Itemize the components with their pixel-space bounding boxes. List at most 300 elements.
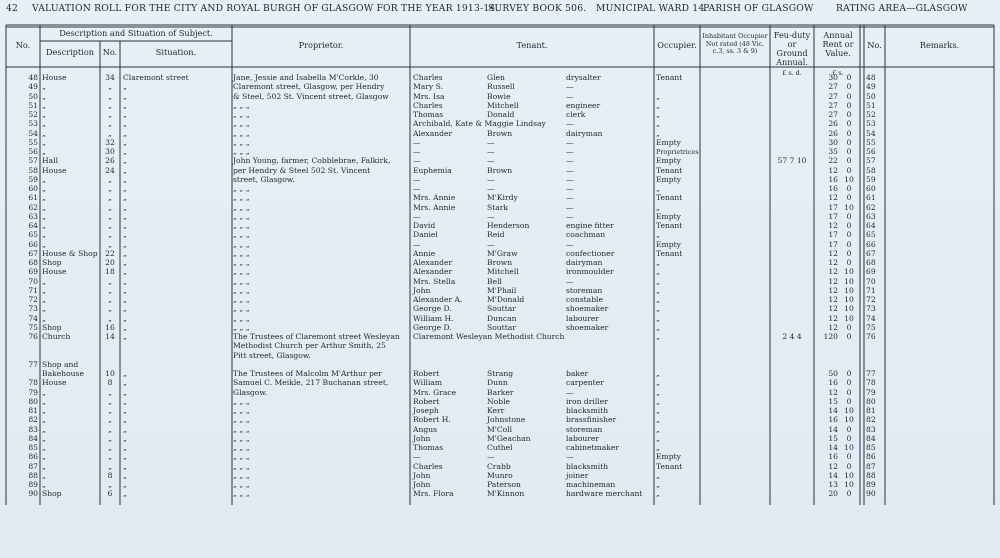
entry-rent-pounds: 27	[828, 82, 838, 92]
entry-rent-shillings: 10	[844, 415, 854, 425]
entry-tenant-occupation: —	[566, 119, 574, 129]
entry-tenant-occupation: —	[566, 193, 574, 203]
entry-tenant-forename: John	[413, 285, 431, 295]
entry-description: „	[42, 239, 46, 249]
entry-street-number: „	[108, 295, 112, 304]
entry-number: 88	[28, 470, 38, 480]
entry-tenant-surname: M'Kirdy	[487, 193, 518, 203]
entry-number: 69	[28, 267, 38, 277]
entry-occupier: Tenant	[656, 461, 683, 471]
entry-rent-shillings: 0	[846, 239, 852, 249]
entry-tenant-surname: —	[487, 452, 495, 462]
entry-situation: „	[123, 221, 127, 230]
entry-rent-shillings: 10	[844, 174, 854, 184]
entry-occupier: „	[656, 110, 660, 119]
entry-tenant-surname: Russell	[487, 82, 515, 92]
entry-situation: „	[123, 489, 127, 499]
entry-rent-shillings: 0	[846, 424, 852, 434]
entry-number-right: 58	[866, 165, 876, 175]
entry-number: 55	[28, 137, 38, 147]
entry-rent-shillings: 10	[844, 295, 854, 304]
entry-rent-shillings: 10	[844, 285, 854, 295]
entry-rent-pounds: 15	[828, 396, 838, 406]
entry-occupier: „	[656, 378, 660, 388]
entry-situation: „	[123, 387, 127, 397]
entry-description: „	[42, 452, 46, 462]
entry-proprietor: „ „ „	[233, 110, 250, 119]
entry-rent-shillings: 0	[846, 387, 852, 397]
entry-rent-pounds: 17	[828, 202, 838, 212]
entry-rent-shillings: 0	[846, 433, 852, 443]
entry-description: „	[42, 313, 46, 323]
entry-occupier: Tenant	[656, 165, 683, 175]
entry-number-right: 71	[866, 285, 876, 295]
entry-proprietor: „ „ „	[233, 211, 250, 221]
entry-street-number: „	[108, 285, 112, 295]
entry-rent-shillings: 0	[846, 230, 852, 240]
entry-number-right: 83	[866, 424, 876, 434]
entry-description: „	[42, 285, 46, 295]
entry-rent-shillings: 10	[844, 267, 854, 277]
entry-number: 82	[28, 415, 38, 425]
entry-proprietor: „ „ „	[233, 489, 250, 499]
entry-number-right: 88	[866, 470, 876, 480]
entry-occupier: „	[656, 304, 660, 314]
entry-rent-shillings: 0	[846, 165, 852, 175]
entry-situation: „	[123, 100, 127, 110]
entry-description: „	[42, 295, 46, 304]
entry-situation: „	[123, 147, 127, 156]
entry-number-right: 48	[866, 73, 876, 82]
entry-number: 60	[28, 184, 38, 193]
entry-occupier: „	[656, 480, 660, 489]
entry-occupier: „	[656, 489, 660, 499]
survey-book: SURVEY BOOK 506.	[488, 3, 587, 14]
entry-occupier: „	[656, 443, 660, 452]
entry-occupier: „	[656, 433, 660, 443]
entry-tenant-surname: Duncan	[487, 313, 517, 323]
entry-feu-duty: 2 4 4	[782, 332, 802, 341]
entry-tenant-occupation: —	[566, 239, 574, 249]
entry-rent-pounds: 27	[828, 110, 838, 119]
entry-occupier: „	[656, 396, 660, 406]
entry-description: Bakehouse	[42, 369, 84, 378]
entry-rent-shillings: 0	[846, 258, 852, 267]
entry-tenant-occupation: machineman	[566, 480, 616, 489]
entry-proprietor: „ „ „	[233, 276, 250, 286]
entry-rent-shillings: 0	[846, 461, 852, 471]
entry-tenant-forename: Robert	[413, 369, 440, 378]
entry-tenant-surname: Bowie	[487, 91, 511, 101]
entry-rent-pounds: 14	[828, 406, 838, 415]
entry-tenant-occupation: labourer	[566, 433, 600, 443]
entry-number-right: 61	[866, 193, 876, 203]
entry-number-right: 50	[866, 91, 876, 101]
entry-occupier: „	[656, 258, 660, 267]
entry-tenant-forename: —	[413, 184, 421, 193]
entry-number-right: 65	[866, 230, 876, 240]
entry-description: „	[42, 100, 46, 110]
entry-tenant-occupation: joiner	[566, 470, 589, 480]
entry-proprietor: per Hendry & Steel 502 St. Vincent	[233, 165, 371, 175]
entry-situation: „	[123, 165, 127, 175]
entry-rent-shillings: 0	[846, 110, 852, 119]
entry-situation: „	[123, 332, 127, 341]
entry-situation: „	[123, 174, 127, 184]
entry-tenant-surname: Johnstone	[487, 415, 526, 425]
entry-situation: „	[123, 285, 127, 295]
entry-tenant-surname: Mitchell	[487, 100, 519, 110]
entry-description: „	[42, 110, 46, 119]
entry-number-right: 49	[866, 82, 876, 92]
entry-street-number: „	[108, 82, 112, 92]
entry-rent-pounds: 12	[828, 285, 838, 295]
entry-tenant-forename: Claremont Wesleyan Methodist Church	[413, 332, 565, 341]
entry-rent-shillings: 10	[844, 313, 854, 323]
entry-street-number: 6	[107, 489, 113, 499]
entry-rent-pounds: 12	[828, 461, 838, 471]
entry-number-right: 85	[866, 443, 876, 452]
header-no-right: No.	[867, 40, 882, 50]
header-description: Description	[45, 47, 95, 57]
entry-number-right: 78	[866, 378, 876, 388]
entry-tenant-occupation: shoemaker	[566, 304, 609, 314]
entry-tenant-forename: Mrs. Isa	[413, 91, 445, 101]
entry-occupier: „	[656, 295, 660, 304]
entry-description: „	[42, 461, 46, 471]
entry-situation: „	[123, 369, 127, 378]
entry-situation: „	[123, 396, 127, 406]
entry-tenant-occupation: —	[566, 137, 574, 147]
entry-rent-pounds: 12	[828, 258, 838, 267]
header-number: No.	[102, 47, 118, 57]
entry-tenant-forename: Mrs. Stella	[413, 276, 456, 286]
entry-occupier: „	[656, 332, 660, 341]
entry-tenant-surname: —	[487, 156, 495, 166]
entry-tenant-forename: Robert	[413, 396, 440, 406]
entry-number: 68	[28, 258, 38, 267]
entry-street-number: „	[108, 202, 112, 212]
entry-situation: Claremont street	[123, 73, 189, 82]
entry-occupier: Tenant	[656, 248, 683, 258]
entry-number: 48	[28, 73, 38, 82]
entry-situation: „	[123, 295, 127, 304]
entry-tenant-occupation: storeman	[566, 424, 603, 434]
entry-situation: „	[123, 202, 127, 212]
entry-number-right: 55	[866, 137, 876, 147]
entry-rent-shillings: 0	[846, 221, 852, 230]
entry-situation: „	[123, 184, 127, 193]
entry-tenant-forename: Archibald, Kate & Maggie Lindsay	[413, 119, 546, 129]
rent-units: £ s.	[832, 69, 844, 77]
header-occupier: Occupier.	[657, 40, 697, 50]
entry-street-number: „	[108, 452, 112, 462]
entry-occupier: Empty	[656, 137, 681, 147]
entry-rent-shillings: 0	[846, 137, 852, 147]
entry-rent-pounds: 14	[828, 424, 838, 434]
entry-number: 87	[28, 461, 38, 471]
entry-proprietor: „ „ „	[233, 424, 250, 434]
entry-situation: „	[123, 248, 127, 258]
header-inhabitant: Inhabitant Occupier Not rated (48 Vic. c.3, ss. 3 & 9)	[702, 32, 768, 56]
entry-street-number: „	[108, 276, 112, 286]
entry-tenant-surname: Crabb	[487, 461, 511, 471]
entry-tenant-forename: Daniel	[413, 230, 438, 240]
entry-proprietor: Jane, Jessie and Isabella M'Corkle, 30	[233, 73, 379, 82]
entry-street-number: „	[108, 396, 112, 406]
entry-description: „	[42, 424, 46, 434]
entry-number-right: 89	[866, 480, 876, 489]
entry-tenant-forename: Joseph	[413, 406, 439, 415]
entry-tenant-surname: M'Phail	[487, 285, 517, 295]
entry-number: 65	[28, 230, 38, 240]
entry-tenant-occupation: constable	[566, 295, 603, 304]
entry-proprietor: Glasgow.	[233, 387, 268, 397]
entry-occupier: Empty	[656, 452, 681, 462]
entry-tenant-occupation: —	[566, 452, 574, 462]
entry-occupier: „	[656, 230, 660, 240]
entry-proprietor: „ „ „	[233, 461, 250, 471]
entry-proprietor: „ „ „	[233, 443, 250, 452]
entry-tenant-forename: Mrs. Flora	[413, 489, 454, 499]
entry-rent-shillings: 0	[846, 211, 852, 221]
entry-number: 73	[28, 304, 38, 314]
entry-rent-pounds: 26	[828, 119, 838, 129]
entry-occupier: „	[656, 128, 660, 138]
entry-tenant-occupation: storeman	[566, 285, 603, 295]
entry-proprietor: „ „ „	[233, 452, 250, 462]
entry-rent-shillings: 10	[844, 202, 854, 212]
entry-description: „	[42, 193, 46, 203]
header-annual-rent: Annual Rent or Value.	[822, 30, 854, 58]
entry-tenant-occupation: cabinetmaker	[566, 443, 619, 452]
entry-rent-shillings: 0	[846, 100, 852, 110]
entry-number: 76	[28, 332, 38, 341]
entry-description: „	[42, 147, 46, 156]
entry-tenant-forename: Annie	[413, 248, 436, 258]
entry-proprietor: „ „ „	[233, 100, 250, 110]
entry-occupier: „	[656, 91, 660, 101]
entry-rent-shillings: 0	[846, 91, 852, 101]
entry-number-right: 77	[866, 369, 876, 378]
entry-proprietor: „ „ „	[233, 295, 250, 304]
entry-tenant-forename: Charles	[413, 461, 443, 471]
entry-rent-pounds: 17	[828, 239, 838, 249]
entry-tenant-surname: M'Coll	[487, 424, 513, 434]
entry-number: 79	[28, 387, 38, 397]
entry-number: 49	[28, 82, 38, 92]
entry-tenant-occupation: shoemaker	[566, 322, 609, 332]
entry-rent-pounds: 50	[828, 369, 838, 378]
entry-street-number: „	[108, 193, 112, 203]
entry-tenant-forename: John	[413, 480, 431, 489]
entry-rent-shillings: 10	[844, 480, 854, 489]
entry-rent-shillings: 0	[846, 489, 852, 499]
entry-tenant-forename: —	[413, 452, 421, 462]
entry-rent-shillings: 0	[846, 332, 852, 341]
entry-situation: „	[123, 128, 127, 138]
entry-tenant-occupation: —	[566, 82, 574, 92]
entry-tenant-surname: Barker	[487, 387, 514, 397]
entry-tenant-occupation: ironmoulder	[566, 267, 614, 277]
entry-tenant-forename: Mrs. Annie	[413, 193, 456, 203]
entry-rent-pounds: 12	[828, 267, 838, 277]
entry-tenant-occupation: engineer	[566, 100, 601, 110]
entry-situation: „	[123, 193, 127, 203]
entry-tenant-surname: Brown	[487, 128, 513, 138]
entry-rent-pounds: 12	[828, 276, 838, 286]
entry-rent-pounds: 27	[828, 100, 838, 110]
entry-rent-pounds: 16	[828, 415, 838, 425]
header-feu-duty: Feu-duty or Ground Annual.	[773, 30, 811, 67]
entry-proprietor: The Trustees of Claremont street Wesleyan	[233, 332, 400, 341]
header-tenant: Tenant.	[516, 40, 548, 50]
entry-number-right: 80	[866, 396, 876, 406]
entry-number-right: 86	[866, 452, 876, 462]
entry-tenant-surname: Dunn	[487, 378, 508, 388]
entry-situation: „	[123, 82, 127, 92]
entry-tenant-occupation: —	[566, 211, 574, 221]
entry-proprietor: Samuel C. Meikle, 217 Buchanan street,	[233, 378, 389, 388]
entry-rent-pounds: 16	[828, 452, 838, 462]
entry-rent-shillings: 0	[846, 396, 852, 406]
entry-street-number: „	[108, 119, 112, 129]
entry-tenant-forename: —	[413, 239, 421, 249]
entry-description: „	[42, 184, 46, 193]
entry-situation: „	[123, 461, 127, 471]
entry-description: „	[42, 128, 46, 138]
entry-occupier: „	[656, 369, 660, 378]
entry-tenant-forename: —	[413, 211, 421, 221]
entry-tenant-occupation: coachman	[566, 230, 606, 240]
entry-tenant-surname: Paterson	[487, 480, 521, 489]
entry-number-right: 75	[866, 322, 876, 332]
entry-situation: „	[123, 267, 127, 277]
entry-occupier: „	[656, 276, 660, 286]
entry-proprietor: „ „ „	[233, 415, 250, 425]
entry-tenant-surname: —	[487, 137, 495, 147]
entry-proprietor: „ „ „	[233, 184, 250, 193]
entry-street-number: „	[108, 221, 112, 230]
entry-proprietor: & Steel, 502 St. Vincent street, Glasgow	[233, 91, 389, 101]
entry-tenant-surname: —	[487, 184, 495, 193]
entry-rent-pounds: 13	[828, 480, 838, 489]
entry-number: 85	[28, 443, 38, 452]
entry-situation: „	[123, 313, 127, 323]
entry-number-right: 64	[866, 221, 876, 230]
entry-tenant-forename: John	[413, 470, 431, 480]
entry-description: „	[42, 91, 46, 101]
entry-occupier: „	[656, 415, 660, 425]
entry-rent-shillings: 10	[844, 406, 854, 415]
entry-proprietor: „ „ „	[233, 406, 250, 415]
entry-description: „	[42, 137, 46, 147]
entry-tenant-occupation: baker	[566, 369, 589, 378]
entry-tenant-forename: —	[413, 137, 421, 147]
entry-number-right: 69	[866, 267, 876, 277]
entry-tenant-surname: Glen	[487, 73, 505, 82]
entry-tenant-surname: Donald	[487, 110, 515, 119]
entry-description: Shop	[42, 489, 62, 499]
entry-occupier: „	[656, 322, 660, 332]
entry-tenant-surname: Strang	[487, 369, 514, 378]
entry-number: 84	[28, 433, 38, 443]
entry-description: „	[42, 211, 46, 221]
entry-description: House	[42, 378, 67, 388]
entry-number: 61	[28, 193, 38, 203]
entry-description: „	[42, 396, 46, 406]
entry-rent-shillings: 0	[846, 322, 852, 332]
entry-situation: „	[123, 304, 127, 314]
entry-rent-pounds: 20	[828, 489, 838, 499]
entry-number: 63	[28, 211, 38, 221]
entry-tenant-surname: M'Geachan	[487, 433, 531, 443]
entry-tenant-forename: —	[413, 174, 421, 184]
entry-description: House & Shop	[42, 248, 98, 258]
entry-description: Hall	[42, 156, 59, 166]
entry-number-right: 76	[866, 332, 876, 341]
entry-situation: „	[123, 433, 127, 443]
entry-number-right: 68	[866, 258, 876, 267]
entry-tenant-forename: Thomas	[413, 443, 444, 452]
entry-rent-pounds: 120	[823, 332, 838, 341]
entry-proprietor: „ „ „	[233, 433, 250, 443]
entry-proprietor: „ „ „	[233, 322, 250, 332]
entry-tenant-occupation: engine fitter	[566, 221, 614, 230]
entry-description: House	[42, 267, 67, 277]
entry-tenant-forename: Mrs. Grace	[413, 387, 457, 397]
entry-number-right: 90	[866, 489, 876, 499]
entry-description: House	[42, 165, 67, 175]
entry-street-number: 24	[105, 165, 115, 175]
entry-description: „	[42, 119, 46, 129]
entry-number: 66	[28, 239, 38, 249]
entry-number: 83	[28, 424, 38, 434]
entry-street-number: „	[108, 110, 112, 119]
entry-rent-pounds: 12	[828, 221, 838, 230]
entry-tenant-forename: Charles	[413, 100, 443, 110]
entry-rent-pounds: 27	[828, 91, 838, 101]
entry-street-number: „	[108, 424, 112, 434]
entry-number-right: 59	[866, 174, 876, 184]
entry-street-number: 32	[105, 137, 115, 147]
entry-tenant-surname: Mitchell	[487, 267, 519, 277]
entry-situation: „	[123, 415, 127, 425]
entry-number: 78	[28, 378, 38, 388]
entry-rent-pounds: 22	[828, 156, 838, 166]
entry-tenant-forename: Mary S.	[413, 82, 443, 92]
entry-proprietor: „ „ „	[233, 119, 250, 129]
entry-tenant-occupation: confectioner	[566, 248, 615, 258]
header-proprietor: Proprietor.	[298, 40, 344, 50]
entry-rent-pounds: 17	[828, 211, 838, 221]
entry-rent-shillings: 0	[846, 82, 852, 92]
entry-occupier: „	[656, 313, 660, 323]
page-number: 42	[6, 3, 19, 14]
entry-rent-pounds: 14	[828, 443, 838, 452]
entry-description: „	[42, 443, 46, 452]
entry-number: 56	[28, 147, 38, 156]
municipal-ward: MUNICIPAL WARD 14.	[596, 3, 708, 14]
entry-rent-pounds: 30	[828, 73, 838, 82]
entry-occupier: Empty	[656, 174, 681, 184]
entry-rent-shillings: 0	[846, 156, 852, 166]
entry-number: 72	[28, 295, 38, 304]
entry-occupier: „	[656, 202, 660, 212]
entry-street-number: 26	[105, 156, 115, 166]
entry-street-number: 18	[105, 267, 115, 277]
entry-situation: „	[123, 378, 127, 388]
